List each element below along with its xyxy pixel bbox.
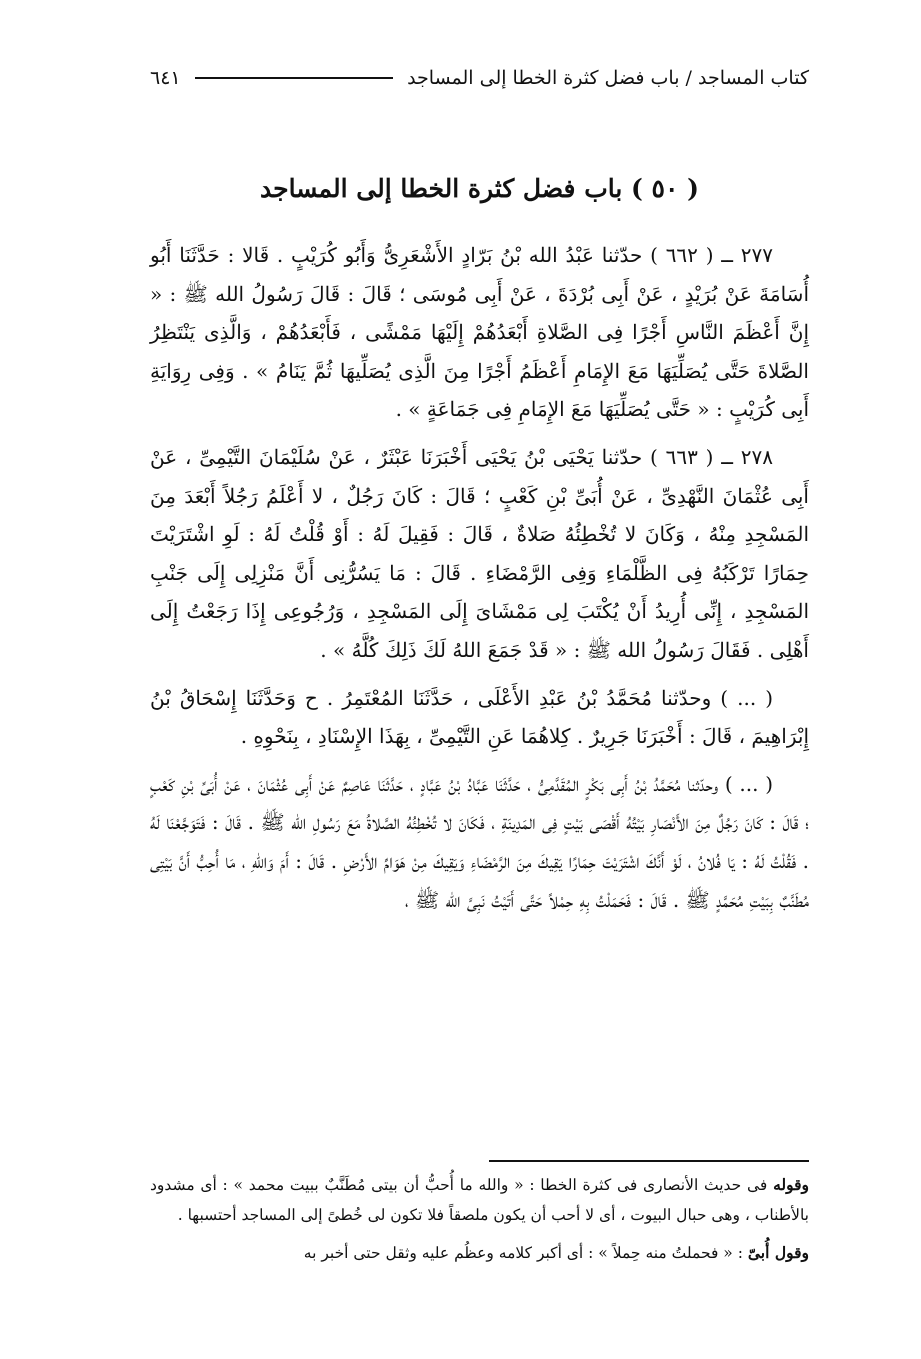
hadith-entry: ٢٧٨ ــ ( ٦٦٣ ) حدّثنا يَحْيَى بْنُ يَحْيَى أَخْبَرَنَا عَبْثَرٌ ، عَنْ سُلَيْمَانَ التَّيْمِىِّ ، عَنْ أَبِى عُثْمَانَ النَّهْدِىِّ ، عَنْ أُبَىِّ بْنِ كَعْبٍ ؛ قَالَ : كَانَ رَجُلٌ ، لا أَعْلَمُ رَجُلاً أَبْعَدَ مِنَ المَسْجِدِ مِنْهُ ، وَكَانَ لا تُخْطِئُهُ صَلاةٌ ، قَالَ : فَقِيلَ لَهُ : أَوْ قُلْتُ لَهُ : لَوِ اشْتَرَيْتَ حِمَارًا تَرْكَبُهُ فِى الظَّلْمَاءِ وَفِى الرَّمْضَاءِ . قَالَ : مَا يَسُرُّنِى أَنَّ مَنْزِلِى إِلَى جَنْبِ المَسْجِدِ ، إِنِّى أُرِيدُ أَنْ يُكْتَبَ لِى مَمْشَاىَ إِلَى المَسْجِدِ ، وَرُجُوعِى إِذَا رَجَعْتُ إِلَى أَهْلِى . فَقَالَ رَسُولُ الله ﷺ : « قَدْ جَمَعَ اللهُ لَكَ ذَلِكَ كُلَّهُ » . — [150, 444, 809, 662]
footnote-text: : « فحملتُ منه حِملاً » : أى أكبر كلامه وعظُم عليه وثقل حتى أخبر به — [303, 1244, 743, 1262]
hadith-entry: ٢٧٧ ــ ( ٦٦٢ ) حدّثنا عَبْدُ الله بْنُ بَرّادٍ الأَشْعَرِىُّ وَأَبُو كُرَيْبٍ . قَالا : حَدَّثَنَا أَبُو أُسَامَةَ عَنْ بُرَيْدٍ ، عَنْ أَبِى بُرْدَةَ ، عَنْ أَبِى مُوسَى ؛ قَالَ : قَالَ رَسُولُ الله ﷺ : « إِنَّ أَعْظَمَ النَّاسِ أَجْرًا فِى الصَّلاةِ أَبْعَدُهُمْ إِلَيْهَا مَمْشًى ، فَأَبْعَدُهُمْ ، وَالَّذِى يَنْتَظِرُ الصَّلاةَ حَتَّى يُصَلِّيَهَا مَعَ الإِمَامِ أَعْظَمُ أَجْرًا مِنَ الَّذِى يُصَلِّيهَا ثُمَّ يَنَامُ » . وَفِى رِوَايَةِ أَبِى كُرَيْبٍ : « حَتَّى يُصَلِّيَهَا مَعَ الإِمَامِ فِى جَمَاعَةٍ » . — [150, 243, 809, 422]
footnote-text: فى حديث الأنصارى فى كثرة الخطا : « والله ما أُحبُّ أن بيتى مُطَنَّبٌ ببيت محمد » : أى مشدود بالأطناب ، وهى حبال البيوت ، أى لا أحب أن يكون ملصقاً فلا تكون لى خُطىً إلى المساجد أحتسبها . — [150, 1176, 809, 1224]
header-rule — [195, 77, 393, 79]
hadith-entry: ( ... ) وحدّثنا مُحَمَّدُ بْنُ أَبِى بَكْرٍ المُقَدَّمِىُّ ، حَدَّثَنَا عَبَّادُ بْنُ عَبَّادٍ ، حَدَّثَنَا عَاصِمٌ عَنْ أَبِى عُثْمَانَ ، عَنْ أُبَىِّ بْنِ كَعْبٍ ؛ قَالَ : كَانَ رَجُلٌ مِنَ الأَنْصَارِ بَيْتُهُ أَقْصَى بَيْتٍ فِى المَدِينَةِ ، فَكَانَ لا تُخْطِئُهُ الصَّلاةُ مَعَ رَسُولِ الله ﷺ . قَالَ : فَتَوَجَّعْنَا لَهُ . فَقُلْتُ لَهُ : يَا فُلانُ ، لَوْ أَنَّكَ اشْتَرَيْتَ حِمَارًا يَقِيكَ مِنَ الرَّمْضَاءِ وَيَقِيكَ مِنْ هَوَامِّ الأَرْضِ . قَالَ : أَمَ وَاللهِ ، مَا أُحِبُّ أَنَّ بَيْتِى مُطَنَّبٌ بِبَيْتِ مُحَمَّدٍ ﷺ . قَالَ : فَحَمَلْتُ بِهِ حِمْلاً حَتَّى أَتَيْتُ نَبِىَّ الله ﷺ ، — [150, 771, 809, 912]
page-number: ٦٤١ — [150, 66, 181, 89]
footnote-lead: وقوله — [773, 1175, 809, 1194]
footnote-lead: وقول أُبىّ — [747, 1243, 809, 1262]
footnote — [150, 1238, 809, 1268]
footnote — [150, 1170, 809, 1230]
hadith-entry: ( ... ) وحدّثنا مُحَمَّدُ بْنُ عَبْدِ الأَعْلَى ، حَدَّثَنَا المُعْتَمِرُ . ح وَحَدَّثَنَا إِسْحَاقُ بْنُ إِبْرَاهِيمَ ، قَالَ : أَخْبَرَنَا جَرِيرٌ . كِلاهُمَا عَنِ التَّيْمِىِّ ، بِهَذَا الإِسْنَادِ ، بِنَحْوِهِ . — [150, 685, 809, 749]
footnotes — [150, 1170, 809, 1276]
running-header — [150, 58, 809, 98]
main-text — [150, 236, 809, 928]
header-title: كتاب المساجد / باب فضل كثرة الخطا إلى المساجد — [407, 66, 809, 89]
footnote-divider — [489, 1160, 809, 1162]
chapter-title: ( ٥٠ ) باب فضل كثرة الخطا إلى المساجد — [260, 174, 699, 203]
